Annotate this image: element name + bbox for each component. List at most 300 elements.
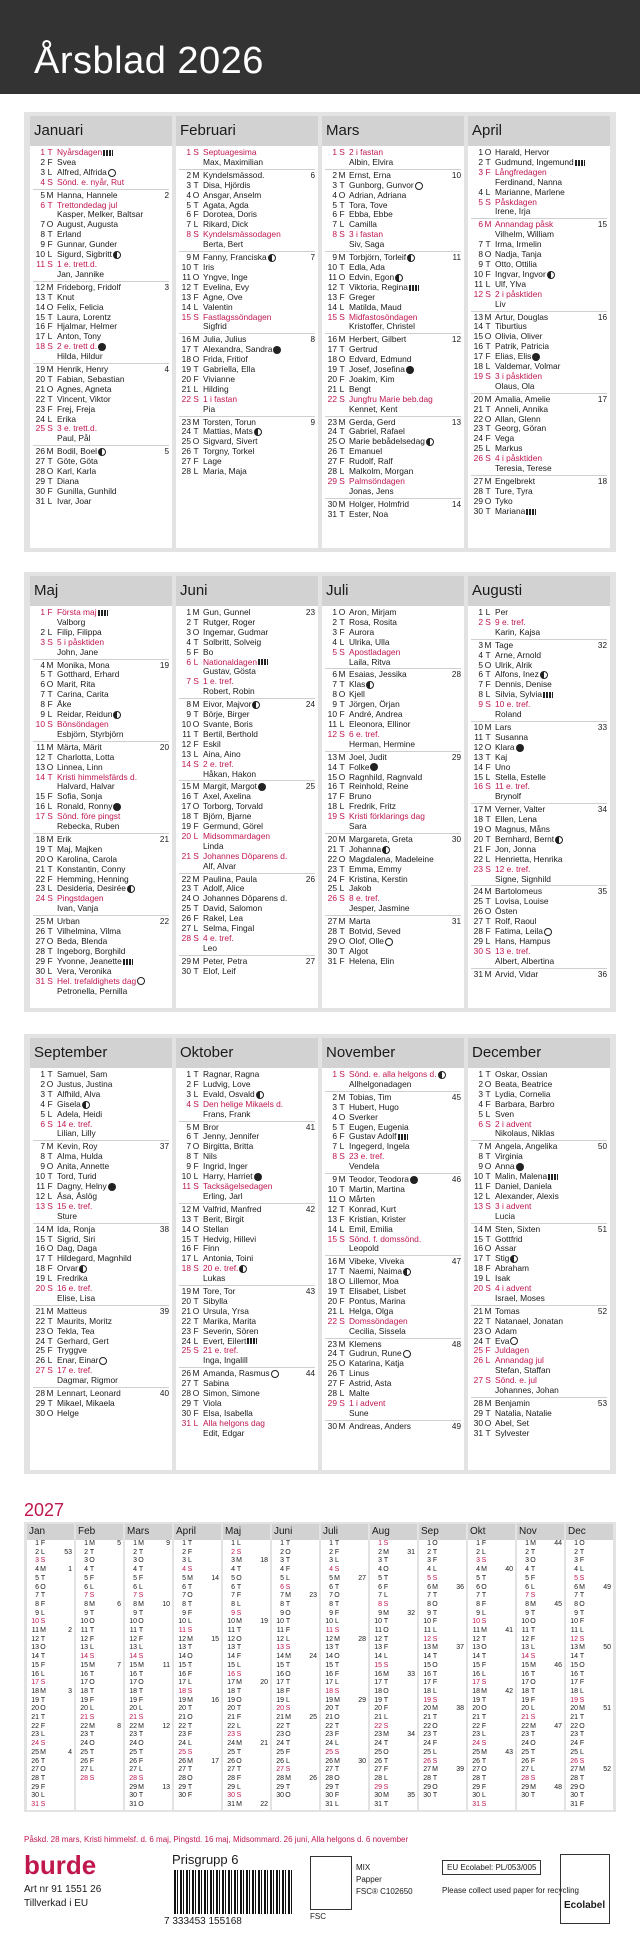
- day-number: 2: [40, 156, 45, 167]
- week-number: 24: [305, 700, 315, 710]
- day-name: Mattias, Mats: [201, 427, 303, 437]
- mini-day-row: [272, 1758, 319, 1767]
- weekday: M: [46, 659, 54, 670]
- mini-weekday: M: [89, 1540, 95, 1547]
- day-number: 31: [35, 975, 45, 986]
- weekday: O: [484, 413, 492, 424]
- day-name: Linus: [349, 1369, 370, 1379]
- day-number: 4: [332, 636, 337, 647]
- day-number: 10: [181, 1171, 191, 1182]
- mini-day-row: [468, 1644, 515, 1653]
- day-name: Magnus, Måns: [495, 825, 550, 835]
- mini-day-number: 9: [280, 1609, 284, 1617]
- weekday: T: [339, 1348, 345, 1359]
- day-row: [179, 667, 315, 677]
- mini-week-number: [47, 1592, 72, 1601]
- mini-day-row: [125, 1766, 172, 1775]
- month-name: Augusti: [468, 576, 610, 606]
- mini-weekday: T: [285, 1722, 291, 1730]
- day-row: [179, 677, 315, 687]
- weekday: O: [192, 354, 200, 365]
- day-name: Sigrid, Siri: [57, 1234, 96, 1244]
- mini-weekday: M: [530, 1722, 536, 1730]
- mini-weekday: T: [187, 1705, 193, 1713]
- day-number: 25: [181, 1345, 191, 1356]
- weekday: M: [192, 1121, 200, 1132]
- weekday: T: [193, 1151, 199, 1162]
- mini-day-number: 22: [521, 1722, 529, 1730]
- day-number: 27: [327, 1378, 337, 1389]
- day-row: [325, 1152, 461, 1162]
- mini-day-number: 23: [521, 1731, 529, 1739]
- day-number: 15: [327, 311, 337, 322]
- weekday: M: [484, 219, 492, 230]
- mini-week-number: [145, 1688, 170, 1697]
- day-name: Ivar, Joar: [57, 496, 92, 506]
- day-row: [33, 1192, 169, 1202]
- mini-week-number: [243, 1610, 268, 1619]
- mini-weekday: T: [383, 1696, 389, 1704]
- mini-day-number: 12: [276, 1635, 284, 1643]
- mini-weekday: M: [334, 1696, 340, 1704]
- mini-week-number: [243, 1575, 268, 1584]
- mini-day-row: [517, 1740, 564, 1749]
- month-column: [30, 576, 172, 1008]
- mini-weekday: O: [236, 1574, 242, 1582]
- day-row: [325, 1277, 461, 1287]
- month-name: December: [468, 1038, 610, 1068]
- day-name: Sture: [57, 1211, 78, 1221]
- mini-week-number: [145, 1618, 170, 1627]
- weekday: T: [193, 1315, 199, 1326]
- mini-weekday: O: [236, 1635, 242, 1643]
- mini-week-number: [586, 1636, 611, 1645]
- day-row: [471, 855, 607, 865]
- day-name: Midfastosöndagen: [349, 312, 418, 322]
- weekday: T: [47, 1151, 53, 1162]
- day-row: [33, 1090, 169, 1100]
- mini-day-row: [125, 1601, 172, 1610]
- mini-week-number: [292, 1610, 317, 1619]
- weekday: L: [47, 626, 53, 637]
- day-number: 30: [35, 485, 45, 496]
- day-name: Germund, Görel: [203, 822, 264, 832]
- mini-day-number: 7: [378, 1592, 382, 1600]
- day-row: [33, 659, 169, 671]
- day-number: 19: [327, 364, 337, 375]
- day-row: [325, 395, 461, 405]
- day-name: Otto, Ottilia: [495, 259, 537, 269]
- day-list: [176, 606, 318, 977]
- mini-day-row: [27, 1697, 74, 1706]
- mini-day-row: [419, 1671, 466, 1680]
- eu-ecolabel-text: Ecolabel: [564, 1900, 606, 1911]
- mini-week-number: [439, 1792, 464, 1801]
- mini-week-number: [341, 1688, 366, 1697]
- day-number: 21: [327, 383, 337, 394]
- mini-weekday: F: [89, 1757, 95, 1765]
- day-name: Samuel, Sam: [57, 1070, 108, 1079]
- mini-week-number: [96, 1575, 121, 1584]
- mini-day-row: [517, 1601, 564, 1610]
- week-number: 27: [305, 956, 315, 966]
- mini-weekday: O: [187, 1774, 193, 1782]
- day-row: [471, 1212, 607, 1222]
- mini-day-number: 2: [280, 1548, 284, 1556]
- mini-week-number: [96, 1671, 121, 1680]
- day-number: 1: [332, 147, 337, 157]
- day-list: [30, 1068, 172, 1419]
- mini-week-number: [47, 1723, 72, 1732]
- weekday: S: [193, 147, 199, 157]
- mini-week-number: [488, 1610, 513, 1619]
- mini-week-number: [341, 1601, 366, 1610]
- mini-weekday: S: [334, 1687, 340, 1695]
- mini-day-row: [223, 1557, 270, 1566]
- day-row: [179, 293, 315, 303]
- day-row: [471, 680, 607, 690]
- week-number: 43: [305, 1287, 315, 1297]
- weekday: T: [485, 1335, 491, 1346]
- day-name: 4 i påsktiden: [495, 454, 543, 464]
- day-row: [179, 1327, 315, 1337]
- mini-week-number: [96, 1610, 121, 1619]
- day-number: 1: [40, 1069, 45, 1079]
- day-name: Ingvar, Ingvor: [493, 270, 595, 280]
- mini-week-number: [341, 1792, 366, 1801]
- mini-weekday: T: [432, 1653, 438, 1661]
- day-name: Algot: [349, 946, 369, 956]
- mini-weekday: L: [335, 1801, 339, 1809]
- mini-day-number: 20: [31, 1705, 39, 1713]
- day-row: [325, 220, 461, 230]
- day-name: Juldagen: [495, 1346, 529, 1356]
- mini-week-number: 21: [260, 1740, 268, 1748]
- mini-week-number: [537, 1714, 562, 1723]
- day-number: 29: [35, 955, 45, 966]
- mini-weekday: M: [236, 1740, 242, 1748]
- mini-week-number: 48: [554, 1783, 562, 1791]
- mini-day-row: [370, 1671, 417, 1680]
- day-number: 19: [35, 1273, 45, 1284]
- weekday: L: [47, 801, 53, 812]
- mini-day-row: [517, 1566, 564, 1575]
- weekday: T: [339, 843, 345, 854]
- recycle-note: Please collect used paper for recycling: [442, 1886, 579, 1895]
- day-name: Elias, Elis: [493, 352, 595, 362]
- mini-week-number: [292, 1766, 317, 1775]
- day-number: 28: [327, 1388, 337, 1399]
- mini-weekday: T: [285, 1540, 291, 1547]
- day-name: Klas: [347, 680, 449, 690]
- mini-day-number: 27: [129, 1766, 137, 1774]
- weekday: F: [193, 738, 199, 749]
- mini-weekday: T: [383, 1574, 389, 1582]
- day-number: 8: [478, 249, 483, 260]
- day-row: [179, 1225, 315, 1235]
- mini-weekday: M: [187, 1574, 193, 1582]
- week-number: 15: [597, 220, 607, 230]
- day-number: 24: [327, 426, 337, 437]
- mini-day-row: [566, 1792, 613, 1801]
- day-name: Domssöndagen: [349, 1316, 408, 1326]
- weekday: T: [193, 883, 199, 894]
- weekday: O: [46, 1078, 54, 1089]
- day-name: Knut: [57, 292, 75, 302]
- day-name: Patrik, Patricia: [495, 342, 549, 352]
- mini-week-number: [537, 1618, 562, 1627]
- mini-weekday: M: [530, 1600, 536, 1608]
- day-name: Agne, Ove: [203, 292, 243, 302]
- mini-day-number: 13: [472, 1644, 480, 1652]
- day-name: 23 e. tref.: [349, 1152, 385, 1162]
- week-number: 45: [451, 1092, 461, 1102]
- quarter-2: [24, 572, 616, 1012]
- mini-weekday: S: [579, 1757, 585, 1765]
- day-name: Sigvard, Sivert: [203, 437, 258, 447]
- day-name: Bengt: [349, 384, 371, 394]
- mini-day-row: [321, 1592, 368, 1601]
- day-number: 11: [474, 1180, 483, 1191]
- mini-weekday: O: [138, 1740, 144, 1748]
- mini-week-number: [488, 1775, 513, 1784]
- mini-week-number: [537, 1592, 562, 1601]
- mini-week-number: [537, 1679, 562, 1688]
- mini-week-number: [47, 1671, 72, 1680]
- mini-week-number: [243, 1566, 268, 1575]
- day-name: Axel, Axelina: [203, 792, 251, 802]
- mini-day-number: 2: [525, 1548, 529, 1556]
- weekday: T: [485, 1088, 491, 1099]
- mini-day-row: [76, 1601, 123, 1610]
- day-row: [179, 283, 315, 293]
- day-row: [179, 658, 315, 668]
- weekday: S: [339, 1398, 345, 1408]
- weekday: S: [47, 1365, 53, 1376]
- mini-weekday: T: [138, 1748, 144, 1756]
- day-row: [33, 987, 169, 997]
- mini-day-row: [174, 1758, 221, 1767]
- mini-weekday: T: [187, 1583, 193, 1591]
- mini-day-number: 14: [423, 1653, 431, 1661]
- weekday: T: [193, 1213, 199, 1224]
- mini-day-row: [223, 1775, 270, 1784]
- day-row: [33, 802, 169, 812]
- day-number: 20: [35, 373, 45, 384]
- mini-weekday: O: [579, 1661, 585, 1669]
- mini-month: [517, 1524, 564, 1810]
- day-name: Kyndelsmässod.: [203, 170, 265, 180]
- weekday: S: [193, 1098, 199, 1109]
- day-name: Johanna: [347, 845, 449, 855]
- day-name: Berta, Bert: [203, 240, 244, 250]
- weekday: L: [485, 853, 491, 864]
- day-number: 3: [40, 636, 45, 647]
- day-name: Den helige Mikaels d.: [203, 1099, 284, 1109]
- mini-day-row: [419, 1540, 466, 1549]
- day-number: 14: [181, 301, 191, 312]
- mini-weekday: T: [530, 1609, 536, 1617]
- week-number: 51: [597, 1224, 607, 1234]
- mini-weekday: F: [138, 1574, 144, 1582]
- mini-day-number: 28: [570, 1774, 578, 1782]
- week-number: 41: [305, 1122, 315, 1132]
- week-number: 13: [451, 417, 461, 427]
- mini-day-row: [321, 1540, 368, 1549]
- mini-day-number: 26: [472, 1757, 480, 1765]
- mini-weekday: T: [285, 1740, 291, 1748]
- day-name: 2 i advent: [495, 1119, 532, 1129]
- mini-weekday: M: [40, 1566, 46, 1574]
- mini-day-number: 25: [472, 1748, 480, 1756]
- day-name: Marie bebådelsedag: [347, 437, 449, 447]
- day-row: [325, 638, 461, 648]
- mini-week-number: [145, 1653, 170, 1662]
- mini-week-number: [488, 1662, 513, 1671]
- day-number: 17: [35, 811, 45, 822]
- day-row: [325, 1338, 461, 1350]
- day-number: 31: [327, 955, 337, 966]
- mini-month-name: Aug: [370, 1524, 417, 1540]
- day-row: [33, 753, 169, 763]
- day-row: [179, 792, 315, 802]
- article-number: Art nr 91 1551 26: [24, 1884, 102, 1895]
- mini-weekday: M: [432, 1583, 438, 1591]
- mini-weekday: S: [432, 1635, 438, 1643]
- day-name: Annandag jul: [495, 1356, 544, 1366]
- day-row: [33, 1399, 169, 1409]
- weekday: M: [192, 955, 200, 966]
- day-name: Bodil, Boel: [55, 447, 157, 457]
- mini-day-number: 26: [129, 1757, 137, 1765]
- day-number: 2: [186, 616, 191, 627]
- mini-week-number: [341, 1801, 366, 1810]
- day-name: Lucia: [495, 1211, 516, 1221]
- day-row: [179, 333, 315, 345]
- mini-week-number: 50: [603, 1644, 611, 1652]
- mini-day-row: [419, 1566, 466, 1575]
- day-row: [33, 1366, 169, 1376]
- mini-weekday: F: [334, 1670, 340, 1678]
- mini-day-number: 11: [472, 1627, 480, 1635]
- mini-week-number: [488, 1697, 513, 1706]
- mini-week-number: 26: [309, 1774, 317, 1782]
- week-number: 36: [597, 969, 607, 979]
- mini-day-number: 25: [80, 1748, 88, 1756]
- weekday: S: [339, 1315, 345, 1326]
- weekday: S: [339, 728, 345, 739]
- day-name: Frej, Freja: [57, 404, 96, 414]
- day-number: 8: [332, 689, 337, 700]
- mini-weekday: T: [236, 1583, 242, 1591]
- weekday: M: [338, 1091, 346, 1102]
- day-row: [471, 1409, 607, 1419]
- mini-week-number: [96, 1688, 121, 1697]
- year-2027-grid: [24, 1522, 616, 1812]
- flag-day-icon: [103, 150, 113, 156]
- mini-weekday: S: [89, 1774, 95, 1782]
- day-name: Nyårsdagen: [55, 148, 157, 158]
- half-moon-icon: [79, 1265, 87, 1273]
- day-number: 9: [186, 252, 191, 263]
- day-name: Björn, Bjarne: [203, 812, 252, 822]
- half-moon-icon: [366, 681, 374, 689]
- mini-day-row: [370, 1766, 417, 1775]
- mini-week-number: [96, 1557, 121, 1566]
- mini-weekday: L: [384, 1592, 388, 1600]
- mini-week-number: [390, 1723, 415, 1732]
- mini-day-row: [223, 1714, 270, 1723]
- weekday: L: [485, 1108, 491, 1119]
- day-number: 3: [332, 626, 337, 637]
- day-name: Dagmar, Rigmor: [57, 1376, 118, 1386]
- day-name: Sofia, Sonja: [57, 792, 103, 802]
- weekday: L: [193, 1335, 199, 1346]
- day-name: Beata, Beatrice: [495, 1079, 553, 1089]
- day-number: 28: [35, 466, 45, 477]
- day-row: [471, 1397, 607, 1409]
- day-row: [33, 618, 169, 628]
- mini-week-number: 45: [554, 1600, 562, 1608]
- day-number: 26: [473, 453, 483, 464]
- day-name: 11 e. tref.: [495, 782, 530, 792]
- mini-day-number: 5: [427, 1574, 431, 1582]
- mini-week-number: [586, 1801, 611, 1810]
- mini-day-number: 26: [325, 1757, 333, 1765]
- mini-month-name: Jan: [27, 1524, 74, 1540]
- day-name: Malin, Malena: [493, 1172, 595, 1182]
- weekday: T: [193, 281, 199, 292]
- mini-week-number: [586, 1731, 611, 1740]
- mini-weekday: F: [236, 1592, 242, 1600]
- day-number: 11: [182, 1180, 191, 1191]
- day-name: Rolf, Raoul: [495, 917, 537, 927]
- day-name: Ronald, Ronny: [55, 802, 157, 812]
- mini-day-number: 4: [182, 1566, 186, 1574]
- weekday: T: [339, 1203, 345, 1214]
- weekday: M: [338, 334, 346, 345]
- mini-day-number: 5: [280, 1574, 284, 1582]
- mini-day-row: [27, 1784, 74, 1793]
- day-number: 6: [332, 669, 337, 680]
- mini-week-number: [488, 1618, 513, 1627]
- mini-day-number: 5: [378, 1574, 382, 1582]
- mini-day-number: 2: [329, 1548, 333, 1556]
- day-row: [179, 1080, 315, 1090]
- mini-week-number: [586, 1688, 611, 1697]
- day-name: Eugen, Eugenia: [349, 1122, 409, 1132]
- day-row: [33, 467, 169, 477]
- day-name: Ragnhild, Ragnvald: [349, 772, 423, 782]
- day-number: 10: [473, 721, 483, 732]
- day-row: [471, 497, 607, 507]
- mini-day-row: [517, 1766, 564, 1775]
- mini-day-number: 2: [182, 1548, 186, 1556]
- mini-day-number: 16: [570, 1670, 578, 1678]
- mini-weekday: T: [334, 1644, 340, 1652]
- day-row: [179, 201, 315, 211]
- day-name: Märta, Märit: [57, 742, 102, 752]
- mini-weekday: T: [334, 1661, 340, 1669]
- mini-day-row: [517, 1584, 564, 1593]
- mini-day-number: 12: [472, 1635, 480, 1643]
- day-row: [179, 181, 315, 191]
- mini-day-number: 9: [35, 1609, 39, 1617]
- mini-day-row: [223, 1792, 270, 1801]
- mini-day-row: [321, 1775, 368, 1784]
- day-name: 3 i påsktiden: [495, 371, 543, 381]
- mini-day-number: 23: [374, 1731, 382, 1739]
